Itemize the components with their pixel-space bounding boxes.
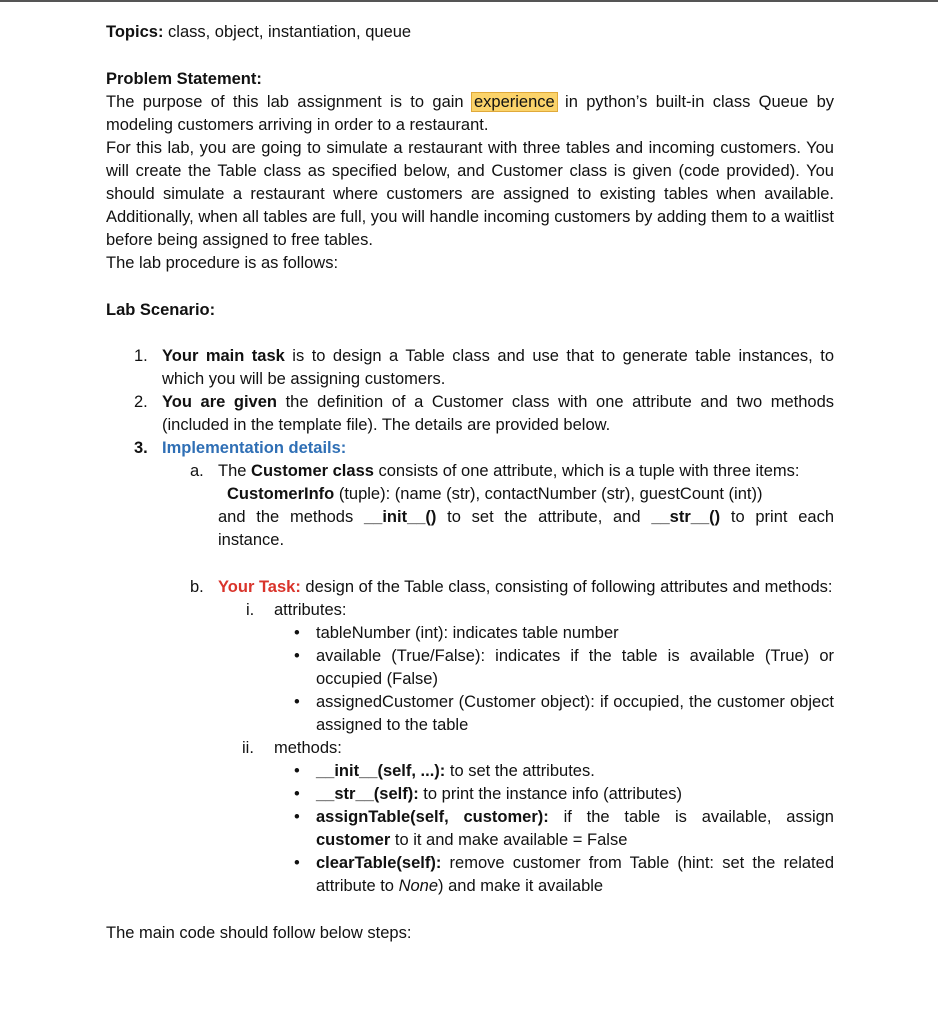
method-item: • __str__(self): to print the instance info (attributes) — [294, 785, 682, 803]
list-item-2: 2. You are given the definition of a Customer class with one attribute and two methods (included in the template file). The details are provided below. — [134, 393, 834, 434]
top-rule — [0, 0, 938, 2]
topics-text: class, object, instantiation, queue — [163, 23, 412, 41]
item-a-customer-class: a. The Customer class consists of one attribute, which is a tuple with three items: CustomerInfo (tuple): (name (str), contactNumber (str), guestCount (int)) and the methods __init__() to set the attribute, and __str__() to print each instance. — [190, 462, 834, 549]
problem-paragraph-2: For this lab, you are going to simulate a restaurant with three tables and incoming customers. You will create the Table class as specified below, and Customer class is given (code provided). You should simulate a restaurant where customers are assigned to existing tables when available. Additionally, when all tables are full, you will handle incoming customers by adding them to a waitlist before being assigned to free tables. — [106, 139, 834, 249]
topics-label: Topics: — [106, 23, 164, 41]
attribute-item: • available (True/False): indicates if the table is available (True) or occupied (False) — [294, 647, 834, 688]
problem-paragraph-1: The purpose of this lab assignment is to gain experience in python’s built-in class Queue by modeling customers arriving in order to a restaurant. — [106, 93, 834, 134]
list-item-3: 3. Implementation details: — [134, 439, 347, 457]
attribute-item: • tableNumber (int): indicates table number — [294, 624, 619, 642]
problem-heading: Problem Statement: — [106, 70, 262, 88]
method-item: • __init__(self, ...): to set the attributes. — [294, 762, 595, 780]
method-item: • assignTable(self, customer): if the table is available, assign customer to it and make available = False — [294, 808, 834, 849]
attribute-item: • assignedCustomer (Customer object): if occupied, the customer object assigned to the table — [294, 693, 834, 734]
method-item: • clearTable(self): remove customer from Table (hint: set the related attribute to None) and make it available — [294, 854, 834, 895]
attributes-section: i. attributes: — [246, 601, 347, 619]
customer-info-line: CustomerInfo (tuple): (name (str), contactNumber (str), guestCount (int)) — [227, 485, 763, 503]
customer-methods-line: and the methods __init__() to set the attribute, and __str__() to print each — [218, 508, 834, 526]
topics-line — [106, 21, 834, 44]
methods-section: ii. methods: — [242, 739, 342, 757]
item-b-table-task: b. Your Task: design of the Table class, consisting of following attributes and methods: — [190, 578, 833, 596]
implementation-details-heading: Implementation details: — [162, 439, 347, 457]
footer-line: The main code should follow below steps: — [106, 924, 412, 942]
highlighted-word: experience — [473, 93, 555, 111]
problem-paragraph-3: The lab procedure is as follows: — [106, 254, 339, 272]
your-task-label: Your Task: — [218, 578, 301, 596]
scenario-heading: Lab Scenario: — [106, 301, 216, 319]
list-item-1: 1. Your main task is to design a Table class and use that to generate table instances, to which you will be assigning customers. — [134, 347, 834, 388]
document-page — [106, 21, 834, 945]
